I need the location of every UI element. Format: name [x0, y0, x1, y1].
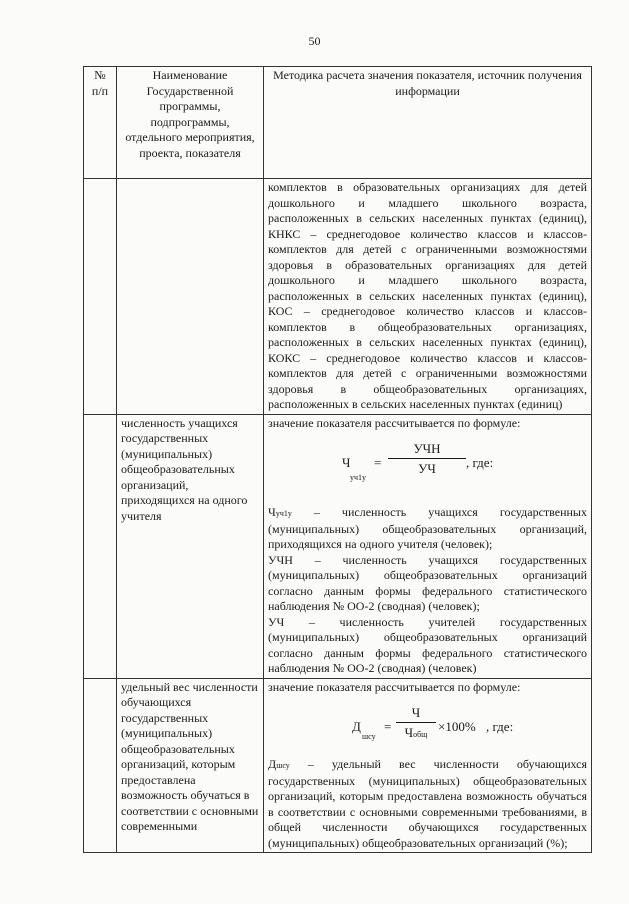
- table-header-row: [84, 67, 592, 179]
- header-method: Методика расчета значения показателя, источник получения информации: [264, 67, 592, 179]
- formula-teacher-ratio: [268, 435, 587, 493]
- formula2-tail: , где:: [486, 719, 514, 734]
- header-number: № п/п: [84, 67, 117, 179]
- formula2-numerator: Ч: [411, 705, 421, 720]
- formula2-equals: =: [384, 719, 392, 734]
- row2-number: [84, 414, 117, 678]
- formula-share: [268, 699, 587, 753]
- table-row: [84, 414, 592, 678]
- formula2-lhs: Д: [352, 719, 361, 734]
- page-number: 50: [308, 34, 321, 48]
- row2-name: численность учащихся государственных (муниципальных) общеобразовательных организаций, приходящихся на одного учителя: [117, 414, 264, 678]
- row3-method: [264, 678, 592, 853]
- row2-method: [264, 414, 592, 678]
- formula2-lhs-sub: шсу: [362, 732, 376, 741]
- row3-name: удельный вес численности обучающихся государственных (муниципальных) общеобразовательных организаций, которым предоставлена возможность обучаться в соответствии с основными современными: [117, 678, 264, 853]
- formula2-denominator: Чобщ: [404, 724, 428, 740]
- row2-intro: значение показателя рассчитывается по формуле:: [268, 415, 521, 430]
- table-row: [84, 678, 592, 853]
- row3-intro: значение показателя рассчитывается по формуле:: [268, 679, 521, 694]
- row1-name: [117, 179, 264, 415]
- header-name: Наименование Государственной программы, подпрограммы, отдельного мероприятия, проекта, показателя: [117, 67, 264, 179]
- def-uchn: УЧН – численность учащихся государственных (муниципальных) общеобразовательных организаций согласно данным формы федерального статистического наблюдения № ОО-2 (сводная) (человек);: [268, 552, 587, 613]
- formula-lhs: Ч: [342, 455, 351, 470]
- def-chuch: Чуч1у – численность учащихся государственных (муниципальных) общеобразовательных организаций, приходящихся на одного учителя (человек);: [268, 505, 587, 551]
- table-row: [84, 179, 592, 415]
- def-uch: УЧ – численность учителей государственных (муниципальных) общеобразовательных организаций согласно данным формы федерального статистического наблюдения № ОО-2 (сводная) (человек): [268, 614, 587, 675]
- formula-tail: , где:: [466, 455, 494, 470]
- formula-lhs-sub: уч1у: [350, 473, 367, 482]
- def-dshsu: Дшсу – удельный вес численности обучающихся государственных (муниципальных) общеобразовательных организаций, которым предоставлена возможность обучаться в соответствии с основными современными требованиями, в общей численности обучающихся государственных (муниципальных) общеобразовательных организаций (%);: [268, 757, 587, 850]
- formula2-mult: ×100%: [438, 719, 476, 734]
- formula-denominator: УЧ: [418, 460, 436, 476]
- indicator-table: [83, 66, 592, 853]
- formula-numerator: УЧН: [413, 441, 441, 456]
- row3-number: [84, 678, 117, 853]
- row1-number: [84, 179, 117, 415]
- formula2-fraction: [396, 705, 436, 742]
- row1-method: комплектов в образовательных организациях для детей дошкольного и младшего школьного возраста, расположенных в сельских населенных пунктах (единиц), КНКС – среднегодовое количество классов и классов-комплектов для детей с ограниченными возможностями здоровья в образовательных организациях для детей дошкольного и младшего школьного возраста, расположенных в сельских населенных пунктах (единиц), КОС – среднегодовое количество классов и классов-комплектов в общеобразовательных организациях, расположенных в сельских населенных пунктах (единиц), КОКС – среднегодовое количество классов и классов-комплектов для детей с ограниченными возможностями здоровья в общеобразовательных организациях, расположенных в сельских населенных пунктах (единиц): [264, 179, 592, 415]
- formula-equals: =: [374, 455, 382, 470]
- formula-fraction: [388, 441, 466, 476]
